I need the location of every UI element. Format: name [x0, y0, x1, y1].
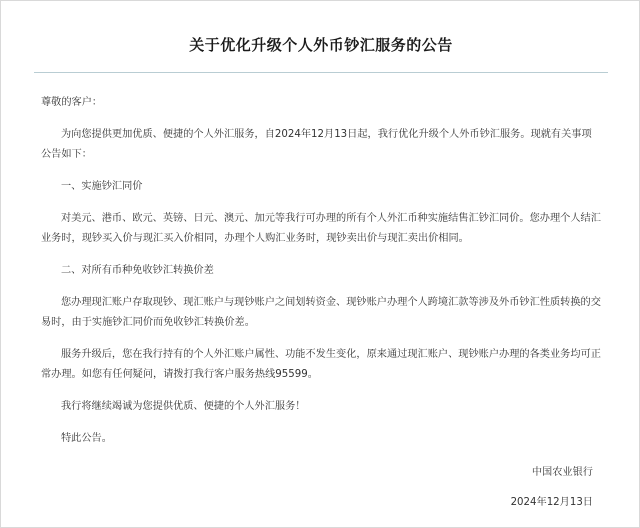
paragraph-notice: 特此公告。	[61, 433, 112, 444]
announcement-body	[41, 93, 601, 461]
signature-date: 2024年12月13日	[510, 497, 593, 508]
paragraph-intro: 为向您提供更加优质、便捷的个人外汇服务，自2024年12月13日起，我行优化升级个人外币钞汇服务。现就有关事项公告如下：	[41, 129, 592, 160]
paragraph-section-1: 对美元、港币、欧元、英镑、日元、澳元、加元等我行可办理的所有个人外汇币种实施结售汇钞汇同价。您办理个人结汇业务时，现钞买入价与现汇买入价相同，办理个人购汇业务时，现钞卖出价与现汇卖出价相同。	[41, 213, 601, 244]
page-title: 关于优化升级个人外币钞汇服务的公告	[189, 36, 453, 54]
paragraph-section-2: 您办理现汇账户存取现钞、现汇账户与现钞账户之间划转资金、现钞账户办理个人跨境汇款等涉及外币钞汇性质转换的交易时，由于实施钞汇同价而免收钞汇转换价差。	[41, 297, 601, 328]
paragraph-closing: 我行将继续竭诚为您提供优质、便捷的个人外汇服务！	[61, 401, 306, 412]
section-heading-2: 二、对所有币种免收钞汇转换价差	[61, 265, 214, 276]
paragraph-upgrade-note: 服务升级后，您在我行持有的个人外汇账户属性、功能不发生变化，原来通过现汇账户、现钞账户办理的各类业务均可正常办理。如您有任何疑问，请拨打我行客户服务热线95599。	[41, 349, 601, 380]
section-heading-1: 一、实施钞汇同价	[61, 181, 143, 192]
title-divider	[34, 72, 608, 73]
signature-org: 中国农业银行	[531, 467, 593, 478]
greeting: 尊敬的客户：	[41, 97, 103, 108]
